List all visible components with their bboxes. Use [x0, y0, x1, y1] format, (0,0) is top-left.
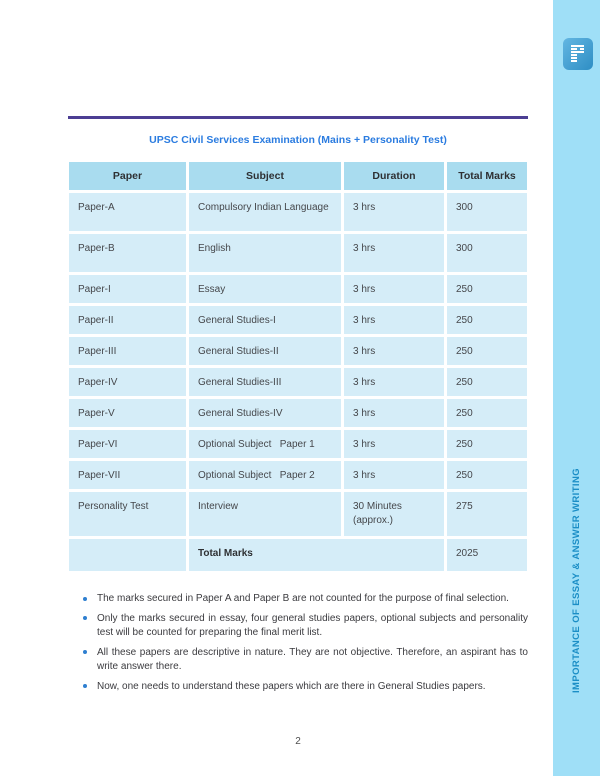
table-cell-paper: Paper-I	[69, 275, 186, 303]
table-cell-marks: 275	[447, 492, 527, 536]
table-cell-duration: 3 hrs	[344, 461, 444, 489]
page-title: UPSC Civil Services Examination (Mains + Personality Test)	[149, 134, 447, 146]
table-cell-duration: 3 hrs	[344, 430, 444, 458]
table-cell-marks: 250	[447, 461, 527, 489]
note-item	[82, 646, 528, 675]
page-number: 2	[295, 736, 301, 747]
bullet-dot-icon	[83, 650, 87, 654]
prepp-logo-icon	[563, 38, 593, 70]
table-cell-paper: Paper-II	[69, 306, 186, 334]
table-cell-subject: Optional Subject Paper 2	[189, 461, 341, 489]
table-cell-subject: General Studies-IV	[189, 399, 341, 427]
bullet-dot-icon	[83, 597, 87, 601]
bullet-dot-icon	[83, 684, 87, 688]
table-cell-paper: Personality Test	[69, 492, 186, 536]
table-cell-subject: General Studies-III	[189, 368, 341, 396]
table-cell-duration: 3 hrs	[344, 337, 444, 365]
table-cell-duration: 3 hrs	[344, 368, 444, 396]
table-footer-empty-cell	[69, 539, 186, 571]
note-text: Only the marks secured in essay, four general studies papers, optional subjects and personality test will be counted for preparing the final merit list.	[97, 612, 528, 638]
bullet-dot-icon	[83, 616, 87, 620]
table-cell-marks: 250	[447, 337, 527, 365]
table-cell-duration: 3 hrs	[344, 193, 444, 231]
column-header-subject: Subject	[189, 162, 341, 190]
table-cell-marks: 250	[447, 368, 527, 396]
table-cell-subject: Interview	[189, 492, 341, 536]
note-item	[82, 680, 528, 695]
column-header-paper: Paper	[69, 162, 186, 190]
table-footer-total: 2025	[447, 539, 527, 571]
table-cell-paper: Paper-V	[69, 399, 186, 427]
table-cell-subject: General Studies-I	[189, 306, 341, 334]
table-footer-label: Total Marks	[189, 539, 444, 571]
table-cell-paper: Paper-A	[69, 193, 186, 231]
note-text: All these papers are descriptive in nature. They are not objective. Therefore, an aspirant has to write answer there.	[97, 646, 528, 672]
table-cell-marks: 250	[447, 399, 527, 427]
table-cell-subject: Compulsory Indian Language	[189, 193, 341, 231]
table-cell-paper: Paper-VII	[69, 461, 186, 489]
table-cell-subject: English	[189, 234, 341, 272]
table-cell-marks: 300	[447, 193, 527, 231]
column-header-duration: Duration	[344, 162, 444, 190]
table-cell-duration: 30 Minutes (approx.)	[344, 492, 444, 536]
table-cell-duration: 3 hrs	[344, 306, 444, 334]
table-cell-paper: Paper-IV	[69, 368, 186, 396]
sidebar-vertical-label-wrap	[553, 380, 600, 776]
table-cell-marks: 250	[447, 275, 527, 303]
table-cell-paper: Paper-VI	[69, 430, 186, 458]
table-cell-paper: Paper-III	[69, 337, 186, 365]
table-cell-duration: 3 hrs	[344, 234, 444, 272]
table-cell-paper: Paper-B	[69, 234, 186, 272]
table-cell-duration: 3 hrs	[344, 399, 444, 427]
exam-pattern-table	[69, 162, 527, 571]
header-divider-rule	[68, 116, 528, 119]
table-cell-marks: 250	[447, 306, 527, 334]
table-cell-subject: Essay	[189, 275, 341, 303]
notes-list	[82, 592, 528, 699]
table-cell-subject: Optional Subject Paper 1	[189, 430, 341, 458]
table-cell-subject: General Studies-II	[189, 337, 341, 365]
sidebar-vertical-label: IMPORTANCE OF ESSAY & ANSWER WRITING	[571, 467, 582, 693]
note-item	[82, 612, 528, 641]
table-cell-duration: 3 hrs	[344, 275, 444, 303]
note-text: The marks secured in Paper A and Paper B are not counted for the purpose of final selection.	[97, 593, 509, 604]
column-header-total-marks: Total Marks	[447, 162, 527, 190]
note-text: Now, one needs to understand these papers which are there in General Studies papers.	[97, 680, 486, 692]
table-cell-marks: 300	[447, 234, 527, 272]
note-item	[82, 592, 528, 607]
table-cell-marks: 250	[447, 430, 527, 458]
